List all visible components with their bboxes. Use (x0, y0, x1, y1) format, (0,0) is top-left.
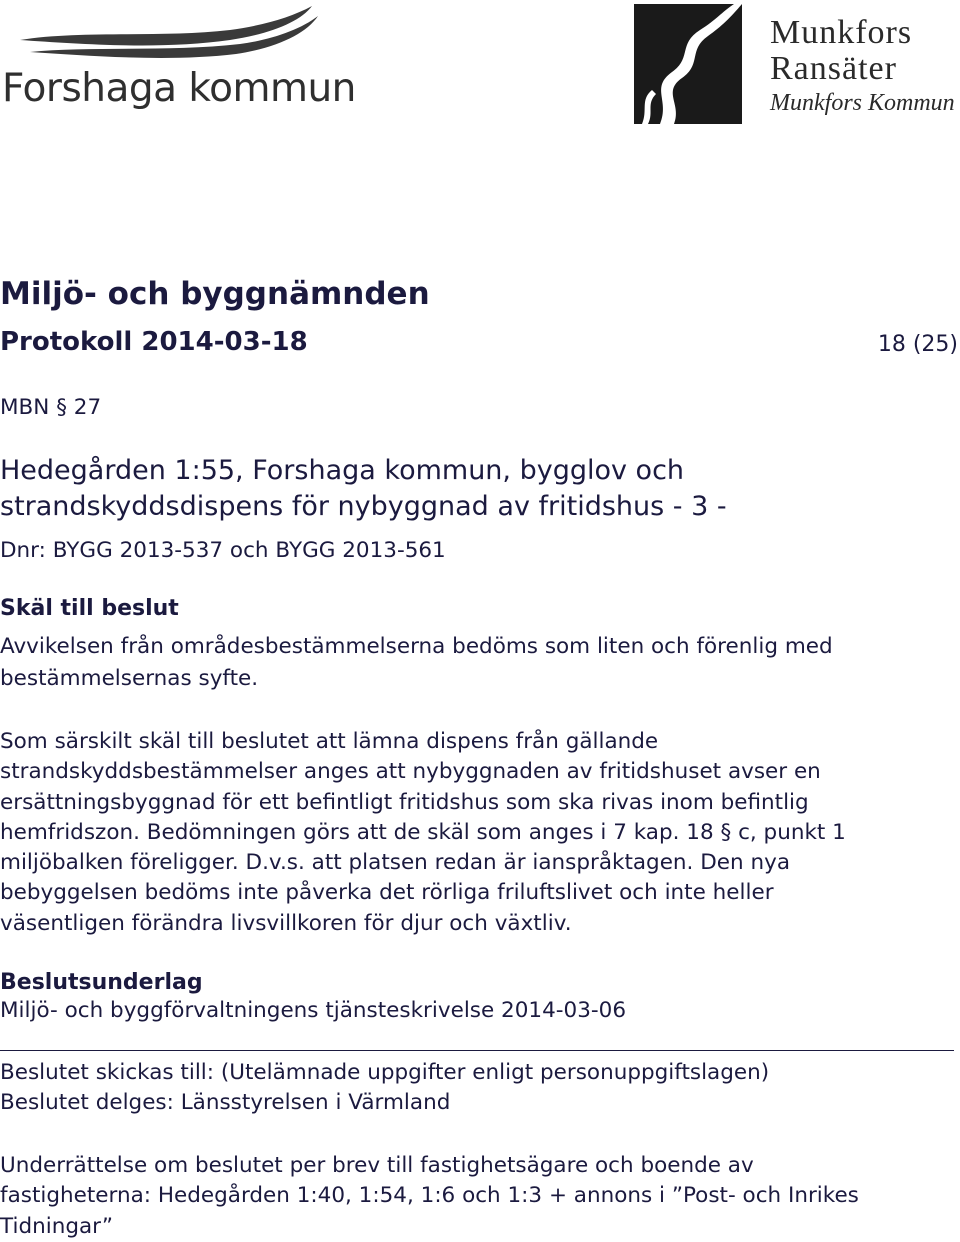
paragraph-line: väsentligen förändra livsvillkoren för djur och växtliv. (0, 910, 572, 936)
paragraph-line: Underrättelse om beslutet per brev till fastighetsägare och boende av (0, 1153, 754, 1178)
reasons-heading: Skäl till beslut (0, 596, 179, 621)
munkfors-wordmark: Munkfors (770, 14, 913, 51)
department-heading: Miljö- och byggnämnden (0, 276, 430, 312)
shared-with-text: Beslutet delges: Länsstyrelsen i Värmland (0, 1090, 451, 1115)
paragraph-line: ersättningsbyggnad för ett befintligt fritidshus som ska rivas inom befintlig (0, 789, 809, 815)
ransater-wordmark: Ransäter (770, 50, 897, 87)
divider (0, 1050, 954, 1051)
page-number: 18 (25) (877, 332, 958, 357)
reasons-text-line-2: bestämmelsernas syfte. (0, 666, 259, 691)
reasons-paragraph-2 (0, 727, 846, 939)
basis-text: Miljö- och byggförvaltningens tjänsteskrivelse 2014-03-06 (0, 998, 627, 1023)
case-title-line-2: strandskyddsdispens för nybyggnad av fritidshus - 3 - (0, 491, 727, 522)
basis-heading: Beslutsunderlag (0, 970, 203, 995)
paragraph-line: miljöbalken föreligger. D.v.s. att platsen redan är ianspråktagen. Den nya (0, 850, 790, 876)
paragraph-line: Tidningar” (0, 1213, 114, 1239)
case-title-line-1: Hedegården 1:55, Forshaga kommun, bygglov och (0, 455, 685, 486)
case-dnr: Dnr: BYGG 2013-537 och BYGG 2013-561 (0, 538, 446, 563)
notice-paragraph (0, 1151, 859, 1242)
munkfors-kommun-wordmark: Munkfors Kommun (770, 90, 955, 116)
river-emblem-icon (630, 0, 770, 130)
forshaga-swoosh-icon (0, 0, 340, 70)
paragraph-line: fastigheterna: Hedegården 1:40, 1:54, 1:6 och 1:3 + annons i ”Post- och Inrikes (0, 1183, 859, 1209)
forshaga-logo (0, 0, 356, 120)
paragraph-line: hemfridszon. Bedömningen görs att de skäl som anges i 7 kap. 18 § c, punkt 1 (0, 819, 846, 845)
paragraph-number: MBN § 27 (0, 395, 102, 420)
forshaga-wordmark: Forshaga kommun (2, 66, 356, 111)
paragraph-line: Som särskilt skäl till beslutet att lämna dispens från gällande (0, 729, 659, 754)
paragraph-line: strandskyddsbestämmelser anges att nybyggnaden av fritidshuset avser en (0, 759, 821, 785)
sent-to-text: Beslutet skickas till: (Utelämnade uppgifter enligt personuppgiftslagen) (0, 1060, 770, 1085)
munkfors-logo (630, 0, 960, 130)
paragraph-line: bebyggelsen bedöms inte påverka det rörliga friluftslivet och inte heller (0, 880, 774, 906)
protocol-date: Protokoll 2014-03-18 (0, 327, 308, 357)
reasons-text-line-1: Avvikelsen från områdesbestämmelserna bedöms som liten och förenlig med (0, 634, 833, 659)
